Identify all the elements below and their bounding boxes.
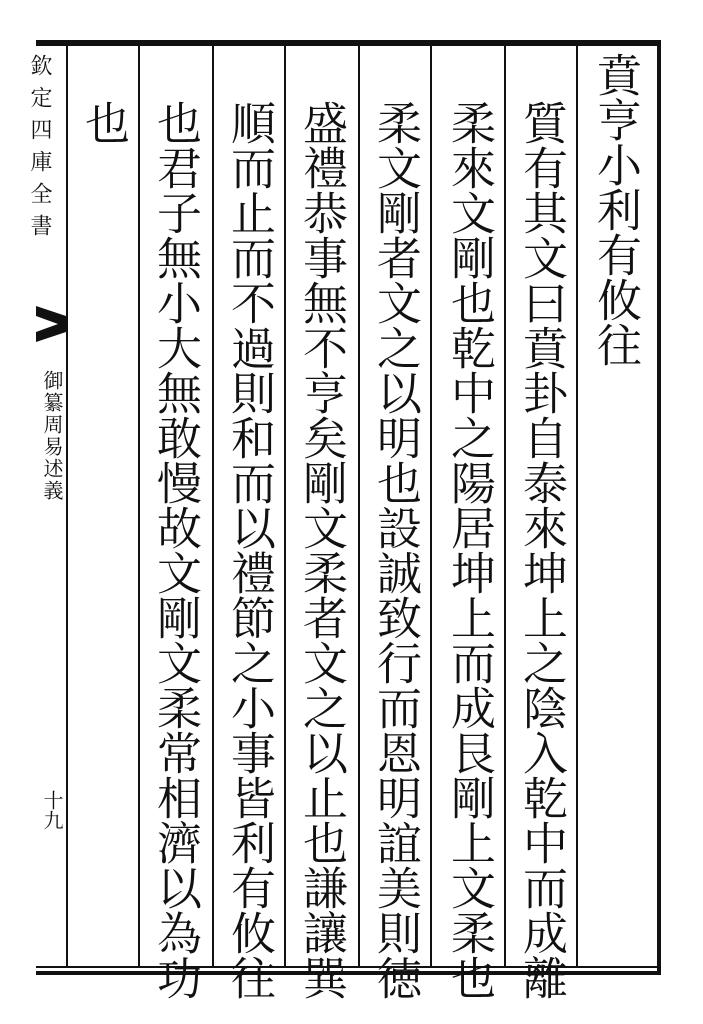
book-title: 欽定四庫全書 xyxy=(27,54,52,246)
column-rule xyxy=(358,46,360,966)
column-rule xyxy=(430,46,432,966)
page-number: 十九 xyxy=(40,790,64,830)
column-rule xyxy=(212,46,214,966)
column-rule xyxy=(504,46,506,966)
column-rule xyxy=(66,46,68,966)
text-column-6: 順而止而不過則和而以禮節之小事皆利有攸往 xyxy=(223,100,276,1000)
column-rule xyxy=(138,46,140,966)
column-rule xyxy=(576,46,578,966)
text-column-2: 質有其文曰賁卦自泰來坤上之陰入乾中而成離 xyxy=(515,100,568,1000)
section-title: 御纂周易述義 xyxy=(40,370,64,502)
text-column-7: 也君子無小大無敢慢故文剛文柔常相濟以為功 xyxy=(149,100,202,1000)
text-column-8: 也 xyxy=(77,100,130,145)
text-column-3: 柔來文剛也乾中之陽居坤上而成艮剛上文柔也 xyxy=(443,100,496,1000)
fishtail-mark-icon xyxy=(36,306,66,342)
text-column-1: 賁亨小利有攸往 xyxy=(589,52,642,367)
column-rule xyxy=(284,46,286,966)
text-column-5: 盛禮恭事無不亨矣剛文柔者文之以止也謙讓巽 xyxy=(295,100,348,1000)
text-column-4: 柔文剛者文之以明也設誠致行而恩明誼美則徳 xyxy=(369,100,422,1000)
